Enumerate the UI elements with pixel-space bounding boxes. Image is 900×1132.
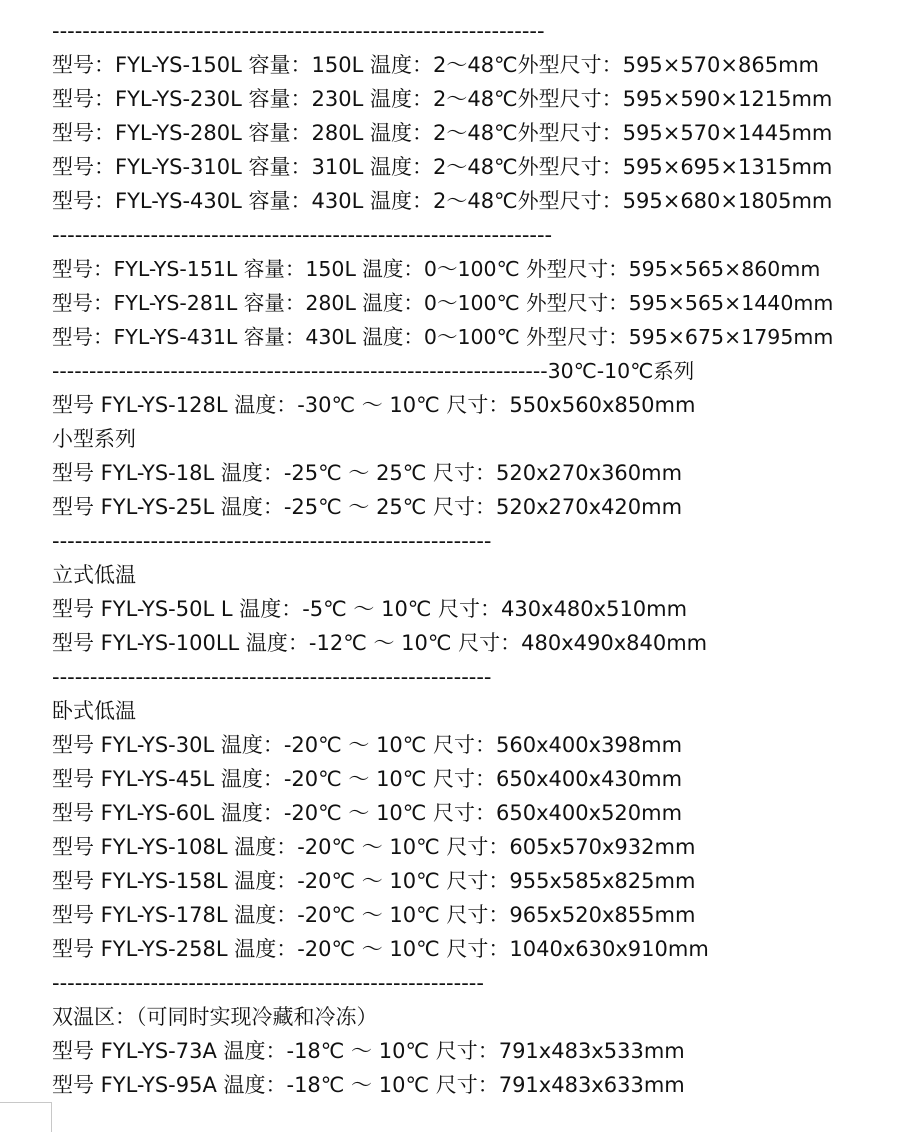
separator-line: ------------------------------------------------------------------	[52, 223, 553, 247]
product-spec-line: 型号 FYL-YS-178L 温度：-20℃ ～ 10℃ 尺寸：965x520x855mm	[52, 903, 696, 927]
product-spec-line: 型号：FYL-YS-230L 容量：230L 温度：2～48℃外型尺寸：595×590×1215mm	[52, 87, 833, 111]
product-spec-line: 型号 FYL-YS-100LL 温度：-12℃ ～ 10℃ 尺寸：480x490x840mm	[52, 631, 708, 655]
product-spec-line: 型号：FYL-YS-281L 容量：280L 温度：0～100℃ 外型尺寸：595×565×1440mm	[52, 291, 834, 315]
product-spec-line: 型号：FYL-YS-310L 容量：310L 温度：2～48℃外型尺寸：595×695×1315mm	[52, 155, 833, 179]
separator-line: -----------------------------------------------------------------	[52, 19, 545, 43]
product-spec-line: 型号 FYL-YS-25L 温度：-25℃ ～ 25℃ 尺寸：520x270x420mm	[52, 495, 683, 519]
section-heading: 双温区：（可同时实现冷藏和冷冻）	[52, 1005, 378, 1029]
product-spec-line: 型号：FYL-YS-151L 容量：150L 温度：0～100℃ 外型尺寸：595×565×860mm	[52, 257, 821, 281]
product-spec-line: 型号：FYL-YS-430L 容量：430L 温度：2～48℃外型尺寸：595×680×1805mm	[52, 189, 833, 213]
product-spec-line: 型号 FYL-YS-50L L 温度：-5℃ ～ 10℃ 尺寸：430x480x510mm	[52, 597, 688, 621]
page-corner-mark-horizontal	[0, 1102, 52, 1103]
product-spec-line: 型号 FYL-YS-60L 温度：-20℃ ～ 10℃ 尺寸：650x400x520mm	[52, 801, 683, 825]
product-spec-line: 型号 FYL-YS-45L 温度：-20℃ ～ 10℃ 尺寸：650x400x430mm	[52, 767, 683, 791]
product-spec-line: 型号：FYL-YS-150L 容量：150L 温度：2～48℃外型尺寸：595×570×865mm	[52, 53, 819, 77]
separator-line: ---------------------------------------------------------	[52, 971, 484, 995]
document-body	[52, 14, 892, 1102]
product-spec-line: 型号 FYL-YS-30L 温度：-20℃ ～ 10℃ 尺寸：560x400x398mm	[52, 733, 683, 757]
section-heading: 立式低温	[52, 563, 136, 587]
product-spec-line: 型号 FYL-YS-158L 温度：-20℃ ～ 10℃ 尺寸：955x585x825mm	[52, 869, 696, 893]
product-spec-line: 型号：FYL-YS-280L 容量：280L 温度：2～48℃外型尺寸：595×570×1445mm	[52, 121, 833, 145]
separator-line: ----------------------------------------------------------	[52, 665, 492, 689]
page-corner-mark	[0, 1102, 52, 1132]
product-spec-line: 型号 FYL-YS-128L 温度：-30℃ ～ 10℃ 尺寸：550x560x850mm	[52, 393, 696, 417]
series-heading-line: -------------------------------------------------------------------30℃-10℃系列	[52, 359, 695, 383]
section-heading: 小型系列	[52, 427, 136, 451]
product-spec-line: 型号 FYL-YS-73A 温度：-18℃ ～ 10℃ 尺寸：791x483x533mm	[52, 1039, 685, 1063]
separator-line: ----------------------------------------------------------	[52, 529, 492, 553]
product-spec-line: 型号：FYL-YS-431L 容量：430L 温度：0～100℃ 外型尺寸：595×675×1795mm	[52, 325, 834, 349]
section-heading: 卧式低温	[52, 699, 136, 723]
product-spec-line: 型号 FYL-YS-258L 温度：-20℃ ～ 10℃ 尺寸：1040x630x910mm	[52, 937, 709, 961]
product-spec-line: 型号 FYL-YS-18L 温度：-25℃ ～ 25℃ 尺寸：520x270x360mm	[52, 461, 683, 485]
product-spec-line: 型号 FYL-YS-108L 温度：-20℃ ～ 10℃ 尺寸：605x570x932mm	[52, 835, 696, 859]
product-spec-line: 型号 FYL-YS-95A 温度：-18℃ ～ 10℃ 尺寸：791x483x633mm	[52, 1073, 685, 1097]
